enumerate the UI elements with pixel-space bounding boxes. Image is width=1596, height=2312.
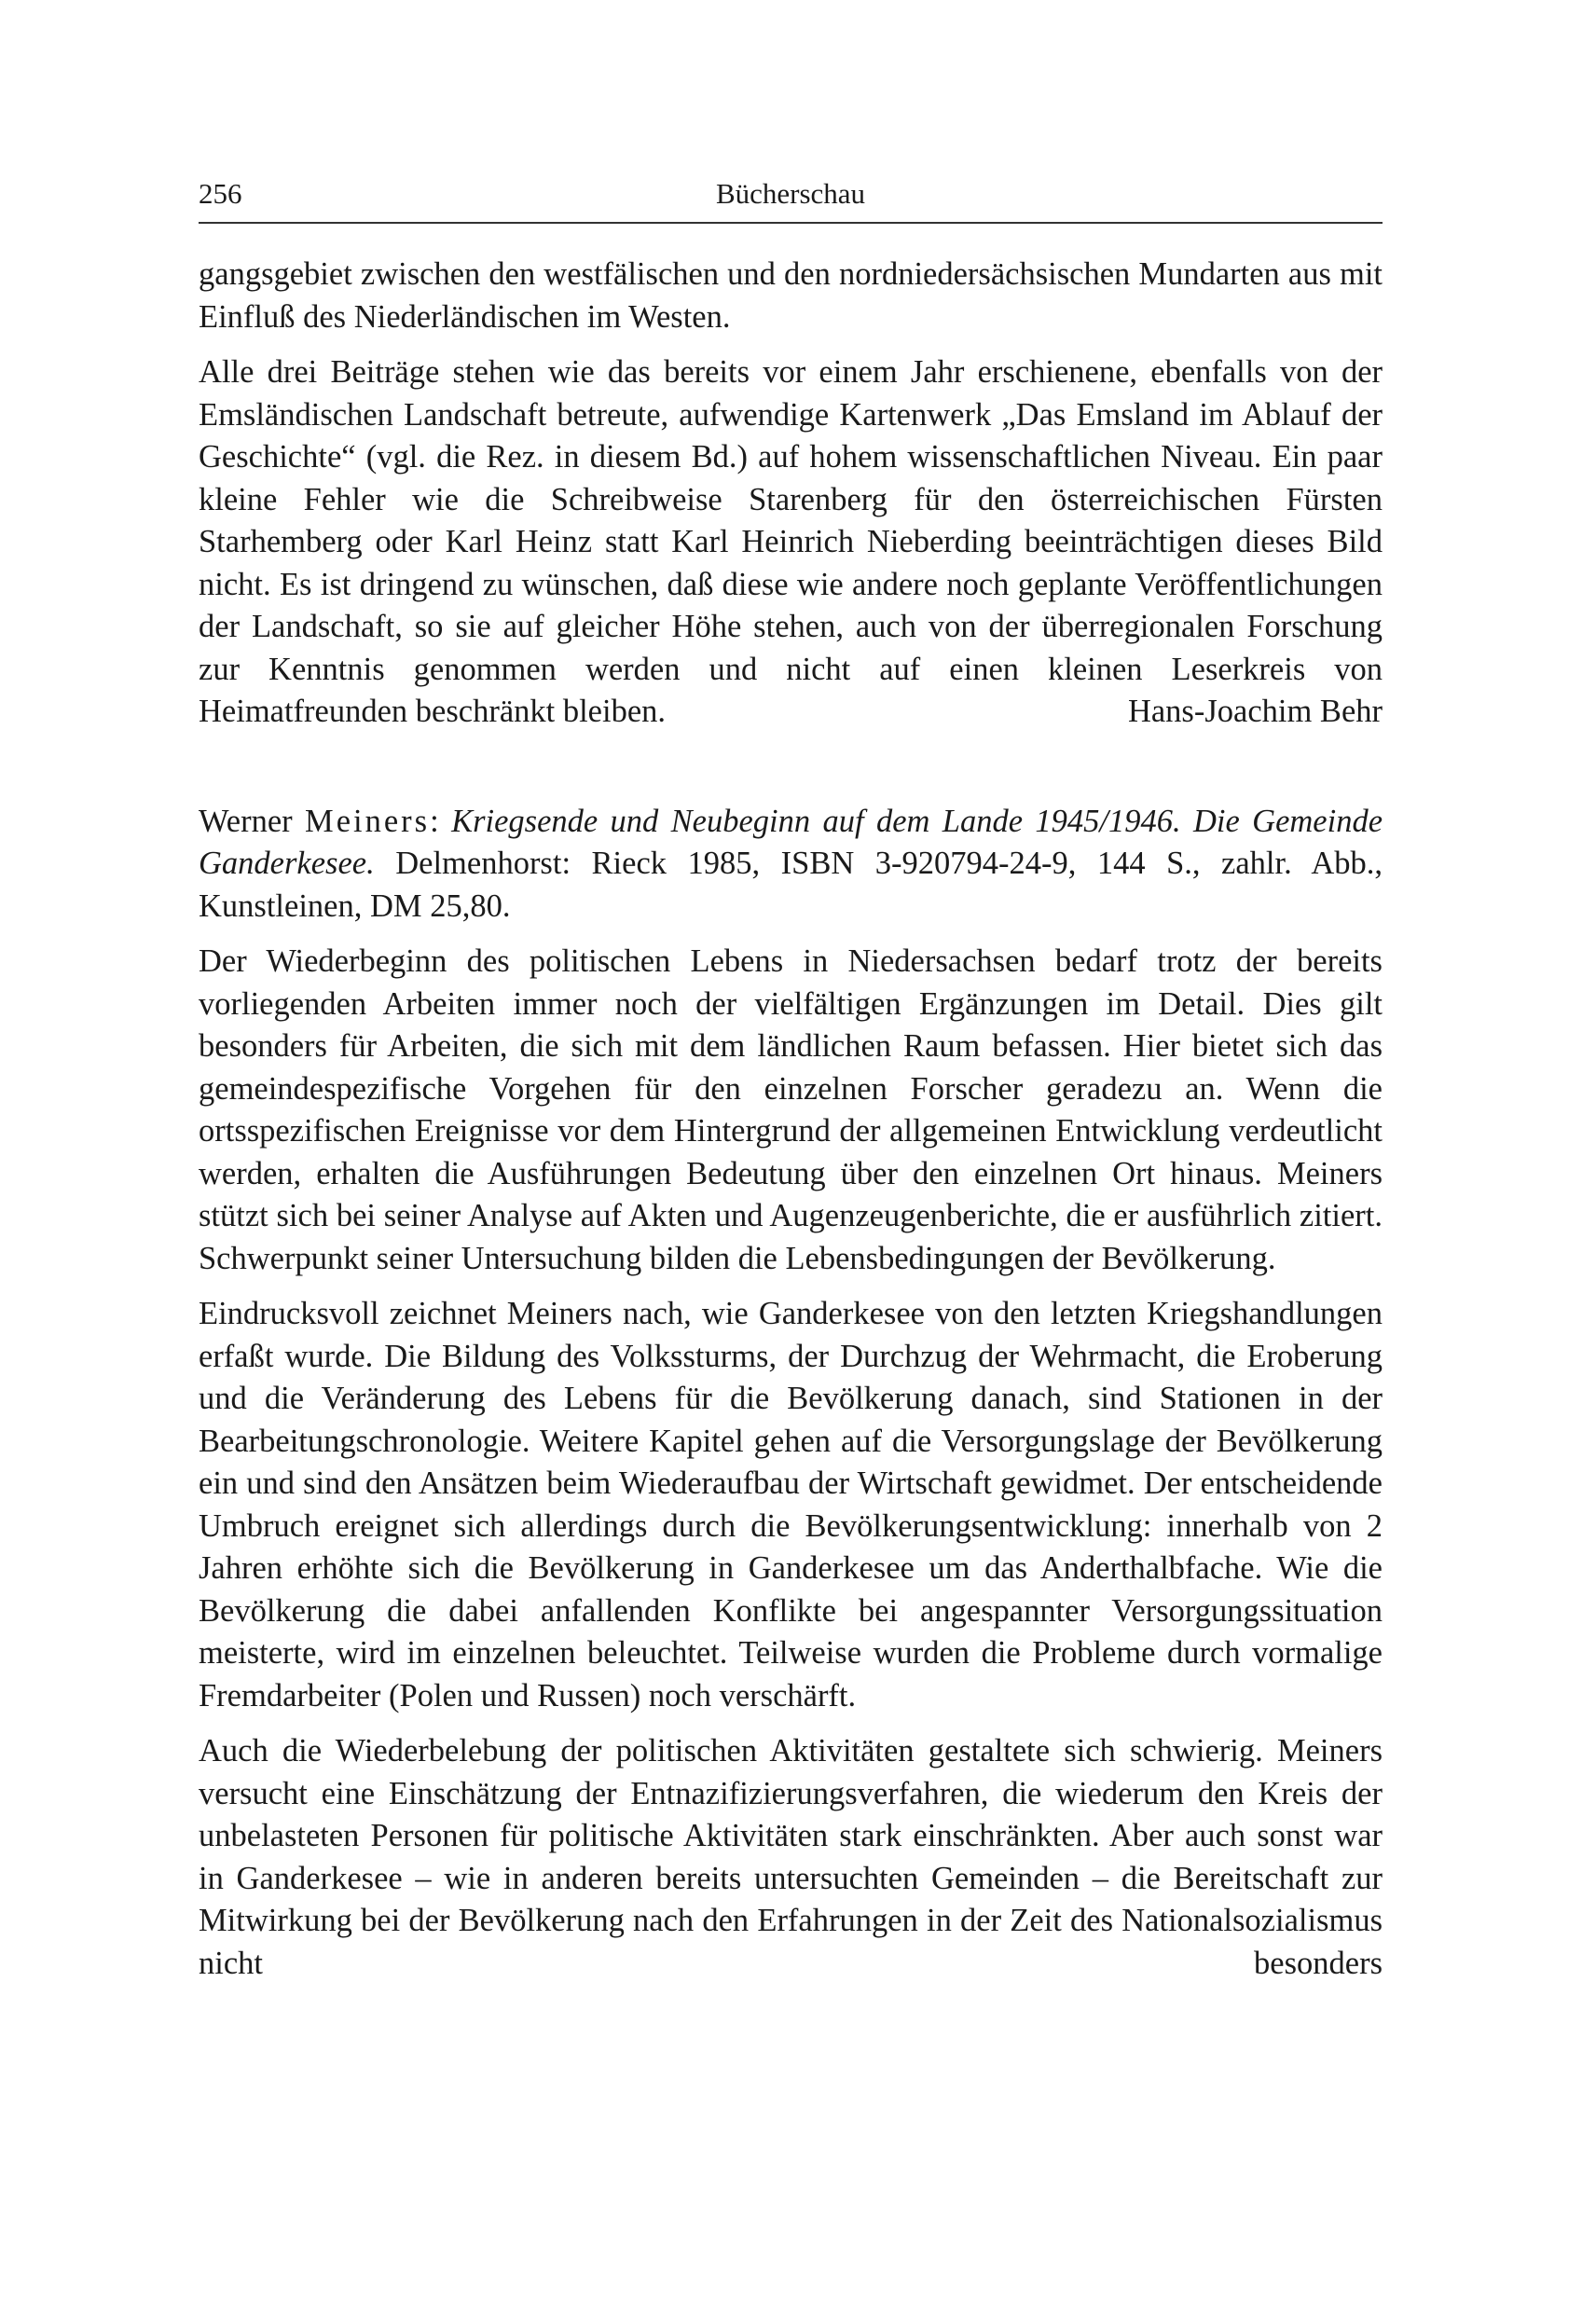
review-continuation: gangsgebiet zwischen den westfälischen und den nordniedersächsischen Mundarten aus mit Einfluß des Niederländischen im Westen.: [199, 256, 1383, 335]
review-paragraph-1: Der Wiederbeginn des politischen Lebens in Niedersachsen bedarf trotz der bereits vorliegenden Arbeiten immer noch der vielfältigen Ergänzungen im Detail. Dies gilt besonders für Arbeiten, die sich mit dem ländlichen Raum befassen. Hier bietet sich das gemeindespezifische Vorgehen für den einzelnen Forscher geradezu an. Wenn die ortsspezifischen Ereignisse vor dem Hintergrund der allgemeinen Entwicklung verdeutlicht werden, erhalten die Ausführungen Bedeutung über den einzelnen Ort hinaus. Meiners stützt sich bei seiner Analyse auf Akten und Augenzeugenberichte, die er ausführlich zitiert. Schwerpunkt seiner Untersuchung bilden die Lebensbedingungen der Bevölkerung.: [199, 943, 1383, 1276]
review-bibliographic-details: Delmenhorst: Rieck 1985, ISBN 3-920794-24-9, 144 S., zahlr. Abb., Kunstleinen, DM 25,80.: [199, 846, 1383, 924]
closing-paragraph-text: Alle drei Beiträge stehen wie das bereits vor einem Jahr erschienene, ebenfalls von der Emsländischen Landschaft betreute, aufwendige Kartenwerk „Das Emsland im Ablauf der Geschichte“ (vgl. die Rez. in diesem Bd.) auf hohem wissenschaftlichen Niveau. Ein paar kleine Fehler wie die Schreibweise Starenberg für den österreichischen Fürsten Starhemberg oder Karl Heinz statt Karl Heinrich Nieberding beeinträchtigen dieses Bild nicht. Es ist dringend zu wünschen, daß diese wie andere noch geplante Veröffentlichungen der Landschaft, so sie auf gleicher Höhe stehen, auch von der überregionalen Forschung zur Kenntnis genommen werden und nicht auf einen kleinen Leserkreis von Heimatfreunden beschränkt bleiben.: [199, 354, 1383, 729]
section-title: Bücherschau: [715, 177, 866, 210]
page-body: [199, 254, 1383, 1998]
running-head: [199, 173, 1383, 214]
review-paragraph-2: Eindrucksvoll zeichnet Meiners nach, wie Ganderkesee von den letzten Kriegshandlungen erfaßt wurde. Die Bildung des Volkssturms, der Durchzug der Wehrmacht, die Eroberung und die Veränderung des Lebens für die Bevölkerung danach, sind Stationen in der Bearbeitungschronologie. Weitere Kapitel gehen auf die Versorgungslage der Bevölkerung ein und sind den Ansätzen beim Wiederaufbau der Wirtschaft gewidmet. Der entscheidende Umbruch ereignet sich allerdings durch die Bevölkerungsentwicklung: innerhalb von 2 Jahren erhöhte sich die Bevölkerung in Ganderkesee um das Anderthalbfache. Wie die Bevölkerung die dabei anfallenden Konflikte bei angespannter Versorgungssituation meisterte, wird im einzelnen beleuchtet. Teilweise wurden die Probleme durch vormalige Fremdarbeiter (Polen und Russen) noch verschärft.: [199, 1296, 1383, 1713]
header-rule: [199, 222, 1383, 224]
review-title-colon: :: [430, 803, 439, 839]
review-author-last: Meiners: [305, 803, 431, 839]
page-number: 256: [199, 177, 242, 210]
reviewer-signature: Hans-Joachim Behr: [1127, 694, 1383, 729]
review-bibliographic-heading: [199, 801, 1383, 929]
review-paragraph-3: Auch die Wiederbelebung der politischen Aktivitäten gestaltete sich schwierig. Meiners versucht eine Einschätzung der Entnazifizierungsverfahren, die wiederum den Kreis der unbelasteten Personen für politische Aktivitäten stark einschränkten. Aber auch sonst war in Ganderkesee – wie in anderen bereits untersuchten Gemeinden – die Bereitschaft zur Mitwirkung bei der Bevölkerung nach den Erfahrungen in der Zeit des Nationalsozialismus nicht besonders: [199, 1733, 1383, 1981]
review-author-first: Werner: [199, 803, 293, 839]
review-closing-paragraph: [199, 351, 1383, 734]
review-book-title: Kriegsende und Neubeginn auf dem Lande 1945/1946. Die Gemeinde Ganderkesee.: [199, 803, 1383, 881]
